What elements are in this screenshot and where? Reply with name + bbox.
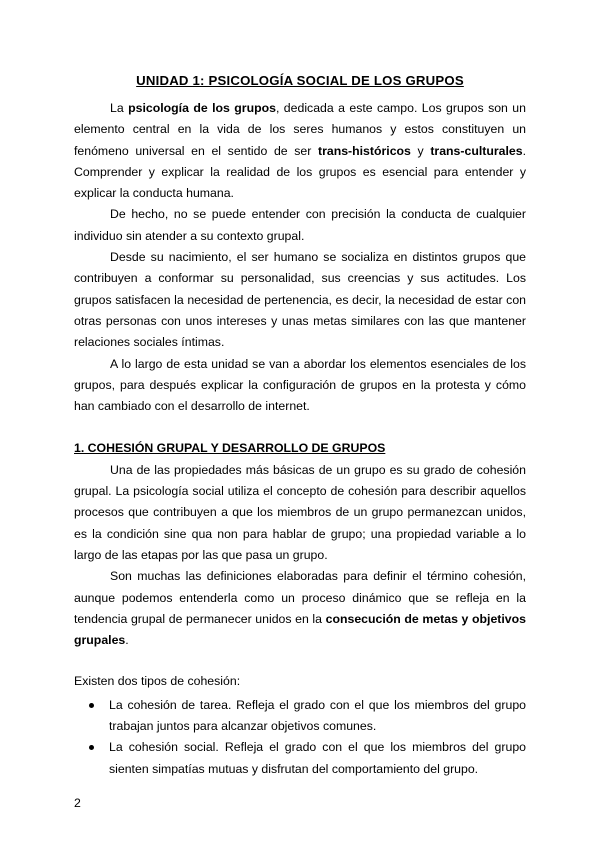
- text-run: . Comprender y explicar la realidad de los grupos es esencial para entender y explicar la conducta humana.: [74, 143, 526, 201]
- bold-term-trans-culturales: trans-culturales: [430, 143, 523, 158]
- cohesion-types-intro: Existen dos tipos de cohesión:: [74, 674, 241, 689]
- section-paragraph-1: Una de las propiedades más básicas de un grupo es su grado de cohesión grupal. La psicología social utiliza el concepto de cohesión para describir aquellos procesos que contribuyen a que los miembros de un grupo permanezcan unidos, es la condición sine qua non para hablar de grupo; una propiedad variable a lo largo de las etapas por las que pasa un grupo.: [74, 462, 526, 562]
- list-item-text: La cohesión social. Refleja el grado con el que los miembros del grupo sienten simpatías mutuas y disfrutan del comportamiento del grupo.: [109, 740, 526, 776]
- section-paragraph-2: [74, 566, 526, 651]
- text-run: .: [125, 633, 129, 648]
- page-number: 2: [74, 796, 81, 810]
- list-item-text: La cohesión de tarea. Refleja el grado con el que los miembros del grupo trabajan juntos para alcanzar objetivos comunes.: [109, 697, 526, 734]
- list-item: [74, 695, 526, 738]
- bold-term-psicologia-grupos: psicología de los grupos: [128, 101, 276, 115]
- section-heading: 1. COHESIÓN GRUPAL Y DESARROLLO DE GRUPOS: [74, 441, 386, 456]
- intro-paragraph-3: Desde su nacimiento, el ser humano se socializa en distintos grupos que contribuyen a conformar su personalidad, sus creencias y sus actitudes. Los grupos satisfacen la necesidad de pertenencia, es decir, la necesidad de estar con otras personas con unos intereses y unas metas similares con las que mantener relaciones sociales íntimas.: [74, 250, 526, 350]
- intro-paragraph-1: [74, 98, 526, 204]
- list-item: [74, 737, 526, 780]
- text-run: La: [110, 101, 129, 115]
- text-run: y: [410, 143, 431, 158]
- bold-term-trans-historicos: trans-históricos: [317, 143, 411, 158]
- unit-title: UNIDAD 1: PSICOLOGÍA SOCIAL DE LOS GRUPOS: [136, 73, 464, 88]
- bullet-icon: [89, 745, 94, 750]
- cohesion-types-list: [74, 695, 526, 780]
- intro-paragraph-2: De hecho, no se puede entender con precisión la conducta de cualquier individuo sin atender a su contexto grupal.: [74, 207, 526, 243]
- bold-term-consecucion-metas: consecución de metas y objetivos grupales: [74, 611, 526, 648]
- intro-paragraph-4: A lo largo de esta unidad se van a abordar los elementos esenciales de los grupos, para después explicar la configuración de grupos en la protesta y cómo han cambiado con el desarrollo de internet.: [74, 356, 526, 414]
- text-run: , dedicada a este campo. Los grupos son un elemento central en la vida de los seres humanos y estos constituyen un fenómeno universal en el sentido de ser: [74, 101, 526, 158]
- text-run: Son muchas las definiciones elaboradas para definir el término cohesión, aunque podemos entenderla como un proceso dinámico que se refleja en la tendencia grupal de permanecer unidos en la: [74, 569, 526, 626]
- bullet-icon: [89, 703, 94, 708]
- page-content: [74, 70, 526, 780]
